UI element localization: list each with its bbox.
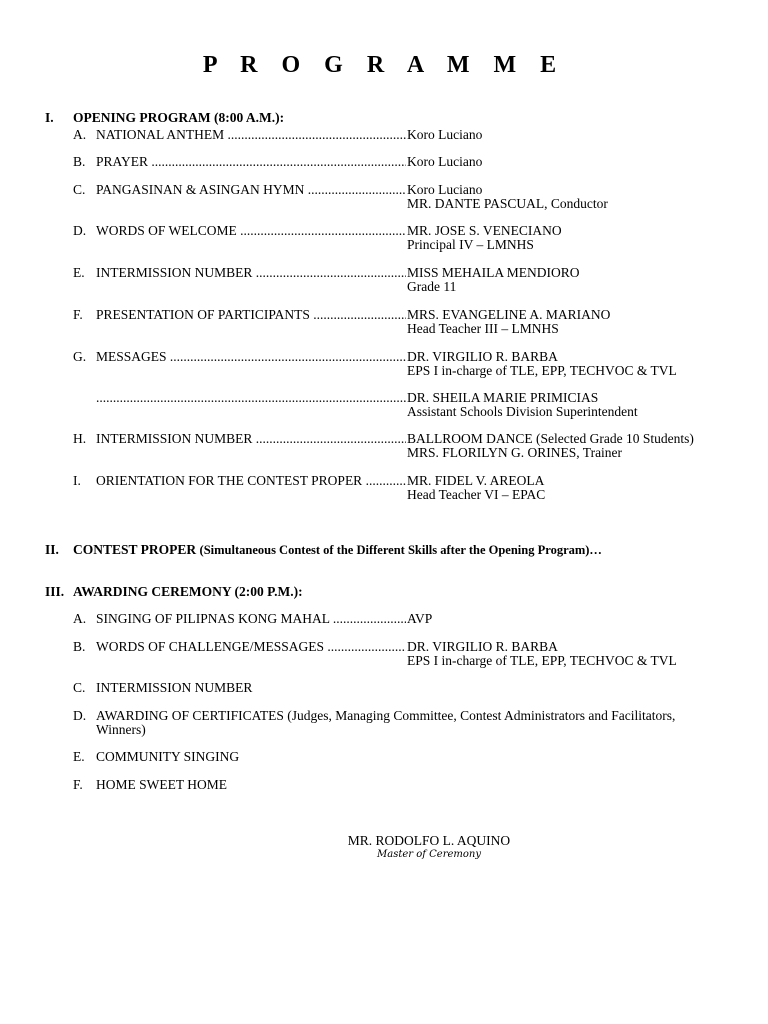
item-responsible (407, 432, 727, 460)
signatory-name: MR. RODOLFO L. AQUINO (347, 833, 511, 848)
responsible-line: MR. DANTE PASCUAL, Conductor (407, 196, 608, 211)
item-responsible (407, 474, 727, 502)
responsible-line: Head Teacher III – LMNHS (407, 321, 559, 336)
item-letter: D. (73, 708, 87, 723)
section-number: I. (45, 110, 54, 125)
section-note: (Simultaneous Contest of the Different Skills after the Opening Program)… (199, 543, 602, 557)
section-awarding-heading (45, 584, 745, 600)
item-letter: E. (73, 265, 85, 280)
item-letter: G. (73, 349, 87, 364)
responsible-line: Koro Luciano (407, 127, 483, 142)
section-number: II. (45, 542, 59, 557)
item-responsible (407, 155, 727, 169)
responsible-line: MR. JOSE S. VENECIANO (407, 223, 562, 238)
item-label (96, 391, 406, 405)
item-letter: D. (73, 223, 87, 238)
responsible-line: Koro Luciano (407, 154, 483, 169)
item-label: PRAYER ..... (96, 155, 406, 169)
item-responsible (407, 128, 727, 142)
item-letter: E. (73, 749, 85, 764)
section-title: AWARDING CEREMONY (2:00 P.M.): (73, 584, 303, 599)
signatory-role: Master of Ceremony (377, 849, 481, 860)
item-responsible (407, 391, 727, 419)
section-title: CONTEST PROPER (73, 542, 197, 557)
responsible-line: Principal IV – LMNHS (407, 237, 534, 252)
item-label: INTERMISSION NUMBER ..... (96, 432, 406, 446)
item-letter: H. (73, 431, 87, 446)
item-responsible (407, 612, 727, 626)
item-responsible (407, 224, 727, 252)
item-letter: B. (73, 154, 86, 169)
item-letter: C. (73, 182, 86, 197)
item-label: COMMUNITY SINGING (96, 749, 240, 764)
item-letter: C. (73, 680, 86, 695)
responsible-line: Koro Luciano (407, 182, 483, 197)
responsible-line: EPS I in-charge of TLE, EPP, TECHVOC & TVL (407, 653, 677, 668)
responsible-line: MRS. FLORILYN G. ORINES, Trainer (407, 445, 623, 460)
responsible-line: Assistant Schools Division Superintendent (407, 404, 638, 419)
responsible-line: AVP (407, 611, 433, 626)
item-letter: F. (73, 307, 83, 322)
item-letter: A. (73, 611, 87, 626)
item-letter: I. (73, 473, 81, 488)
responsible-line: Grade 11 (407, 279, 457, 294)
responsible-line: MR. FIDEL V. AREOLA (407, 473, 545, 488)
item-label: MESSAGES ..... (96, 350, 406, 364)
item-label: INTERMISSION NUMBER (96, 680, 253, 695)
item-label: HOME SWEET HOME (96, 777, 227, 792)
item-responsible (407, 183, 727, 211)
item-label: PRESENTATION OF PARTICIPANTS ..... (96, 308, 406, 322)
responsible-line: MISS MEHAILA MENDIORO (407, 265, 580, 280)
item-label: NATIONAL ANTHEM ..... (96, 128, 406, 142)
item-responsible (407, 350, 727, 378)
responsible-line: MRS. EVANGELINE A. MARIANO (407, 307, 611, 322)
section-title: OPENING PROGRAM (8:00 A.M.): (73, 110, 285, 125)
item-label: AWARDING OF CERTIFICATES (Judges, Managing Committee, Contest Administrators and Facilitators, Winners) (96, 708, 676, 737)
item-label: INTERMISSION NUMBER ..... (96, 266, 406, 280)
item-letter: B. (73, 639, 86, 654)
section-opening-heading (45, 110, 745, 126)
responsible-line: Head Teacher VI – EPAC (407, 487, 546, 502)
item-responsible (407, 308, 727, 336)
item-letter: A. (73, 127, 87, 142)
item-responsible (407, 640, 727, 668)
item-label: WORDS OF WELCOME ..... (96, 224, 406, 238)
responsible-line: DR. VIRGILIO R. BARBA (407, 639, 558, 654)
page-title: P R O G R A M M E (202, 52, 566, 78)
item-label: ORIENTATION FOR THE CONTEST PROPER ..... (96, 474, 406, 488)
item-label: WORDS OF CHALLENGE/MESSAGES ..... (96, 640, 406, 654)
section-contest-heading (45, 542, 745, 558)
responsible-line: BALLROOM DANCE (Selected Grade 10 Students) (407, 431, 694, 446)
responsible-line: DR. VIRGILIO R. BARBA (407, 349, 558, 364)
item-responsible (407, 266, 727, 294)
item-label: PANGASINAN & ASINGAN HYMN ..... (96, 183, 406, 197)
item-letter: F. (73, 777, 83, 792)
section-title-line (73, 542, 602, 558)
responsible-line: DR. SHEILA MARIE PRIMICIAS (407, 390, 599, 405)
section-number: III. (45, 584, 65, 599)
item-label: SINGING OF PILIPNAS KONG MAHAL ..... (96, 612, 406, 626)
responsible-line: EPS I in-charge of TLE, EPP, TECHVOC & TVL (407, 363, 677, 378)
